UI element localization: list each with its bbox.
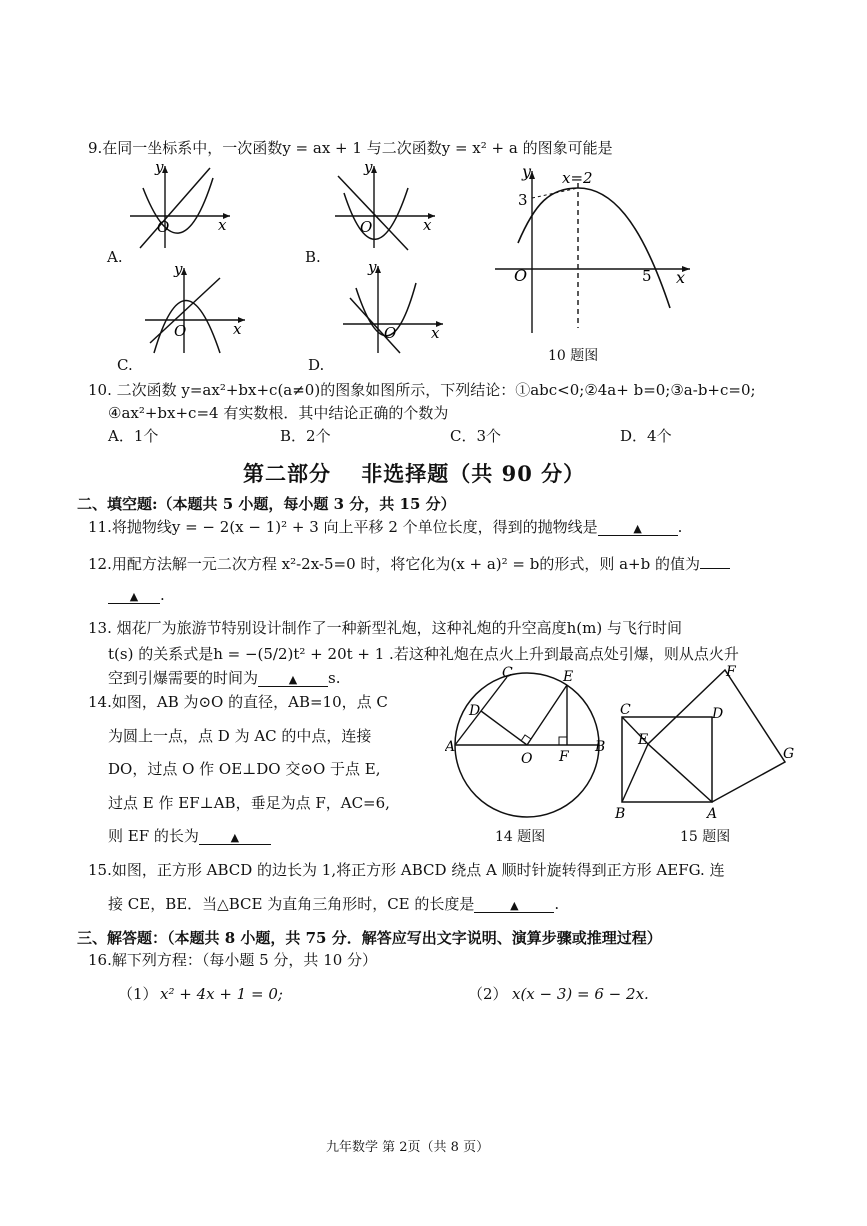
option-b-label: B. — [305, 248, 321, 266]
point-f: F — [726, 664, 736, 680]
option-d-label: D. — [308, 356, 325, 374]
question-12-line2 — [108, 585, 165, 605]
question-13-line3 — [108, 668, 340, 688]
figure-14-caption: 14 题图 — [495, 829, 546, 845]
point-o: O — [521, 751, 533, 767]
point-c: C — [620, 702, 631, 718]
q9-graph-c — [140, 258, 250, 358]
question-11-text: 11.将抛物线y = − 2(x − 1)² + 3 向上平移 2 个单位长度，得到的抛物线是 — [88, 518, 598, 536]
origin-label: O — [384, 324, 397, 342]
vertex-x-label: x=2 — [562, 169, 593, 187]
answer-blank-13[interactable] — [258, 670, 328, 687]
question-13-line1: 13. 烟花厂为旅游节特别设计制作了一种新型礼炮，这种礼炮的升空高度h(m) 与飞行时间 — [88, 619, 682, 637]
x-label: x — [218, 216, 227, 234]
section-3-title: 三、解答题：（本题共 8 小题，共 75 分．解答应写出文字说明、演算步骤或推理过程） — [77, 929, 662, 947]
question-10-line2: ④ax²+bx+c=4 有实数根．其中结论正确的个数为 — [108, 404, 449, 422]
q10-option-b: B．2个 — [280, 427, 331, 445]
origin-label: O — [174, 322, 187, 340]
question-15-text: 接 CE，BE．当△BCE 为直角三角形时，CE 的长度是 — [108, 895, 475, 913]
figure-15 — [610, 662, 800, 822]
question-14-line5 — [108, 826, 271, 846]
y-label: y — [368, 258, 377, 276]
answer-blank-14[interactable] — [199, 828, 271, 845]
q16-sub2-equation: x(x − 3) = 6 − 2x. — [512, 985, 649, 1003]
part2-heading: 第二部分 非选择题（共 90 分） — [243, 461, 586, 486]
figure-15-caption: 15 题图 — [680, 829, 731, 845]
q10-option-d: D．4个 — [620, 427, 672, 445]
x-label: x — [431, 324, 440, 342]
parabola-curve — [518, 188, 670, 308]
point-a: A — [707, 806, 718, 822]
y-value-label: 3 — [518, 191, 528, 209]
point-b: B — [615, 806, 626, 822]
segment-oe — [527, 685, 567, 745]
question-14-text: 则 EF 的长为 — [108, 827, 199, 845]
q16-sub1-equation: x² + 4x + 1 = 0; — [160, 985, 283, 1003]
question-12-text: 12.用配方法解一元二次方程 x²-2x-5=0 时，将它化为(x + a)² = b的形式，则 a+b 的值为 — [88, 555, 700, 573]
q9-graph-a — [125, 158, 235, 253]
x-value-label: 5 — [642, 267, 652, 285]
origin-label: O — [514, 266, 528, 285]
blank-marker: ▲ — [510, 899, 519, 912]
answer-blank-12[interactable] — [108, 587, 160, 604]
q16-sub2-num: （2） — [468, 985, 508, 1003]
q10-option-c: C．3个 — [450, 427, 502, 445]
question-15-line1: 15.如图，正方形 ABCD 的边长为 1,将正方形 ABCD 绕点 A 顺时针旋转得到正方形 AEFG. 连 — [88, 861, 725, 879]
question-9-stem: 9.在同一坐标系中，一次函数y = ax + 1 与二次函数y = x² + a 的图象可能是 — [88, 139, 613, 157]
point-c: C — [502, 665, 513, 681]
blank-marker: ▲ — [129, 590, 139, 603]
point-e: E — [563, 669, 574, 685]
blank-marker: ▲ — [230, 831, 240, 844]
point-f: F — [559, 749, 569, 765]
q9-graph-b — [330, 158, 440, 253]
page-footer: 九年数学 第 2页（共 8 页） — [326, 1140, 490, 1155]
option-c-label: C. — [117, 356, 133, 374]
square-aefg — [648, 670, 785, 802]
question-14-line3: DO，过点 O 作 OE⊥DO 交⊙O 于点 E, — [108, 760, 381, 778]
question-14-line2: 为圆上一点，点 D 为 AC 的中点，连接 — [108, 727, 372, 745]
question-13-line2: t(s) 的关系式是h = −(5/2)t² + 20t + 1 .若这种礼炮在点火上升到最高点处引爆，则从点火升 — [108, 645, 739, 663]
question-11 — [88, 517, 682, 537]
y-label: y — [174, 260, 183, 278]
question-15-end: . — [554, 895, 560, 913]
origin-label: O — [157, 218, 170, 236]
question-16: 16.解下列方程：（每小题 5 分，共 10 分） — [88, 951, 378, 969]
point-a: A — [445, 739, 456, 755]
point-d: D — [469, 703, 481, 719]
option-a-label: A. — [107, 248, 123, 266]
x-label: x — [676, 268, 686, 287]
y-label: y — [155, 158, 164, 176]
parabola — [344, 188, 408, 239]
answer-blank-12-start — [700, 552, 730, 569]
point-b: B — [595, 739, 606, 755]
section-2-title: 二、填空题:（本题共 5 小题，每小题 3 分，共 15 分） — [77, 495, 456, 513]
question-12 — [88, 552, 730, 574]
answer-blank-11[interactable] — [598, 519, 678, 536]
question-12-end: . — [160, 586, 165, 604]
question-13-end: s. — [328, 669, 341, 687]
y-label: y — [364, 158, 373, 176]
line — [140, 168, 210, 248]
question-14-line4: 过点 E 作 EF⊥AB，垂足为点 F，AC=6, — [108, 794, 390, 812]
question-15-line2 — [108, 894, 559, 914]
right-angle-f — [559, 737, 567, 745]
x-label: x — [233, 320, 242, 338]
point-g: G — [783, 746, 795, 762]
question-11-end: . — [677, 518, 683, 536]
blank-marker: ▲ — [633, 522, 642, 535]
figure-10 — [490, 163, 695, 338]
q10-option-a: A．1个 — [108, 427, 159, 445]
y-label: y — [522, 163, 532, 181]
blank-marker: ▲ — [288, 673, 298, 686]
answer-blank-15[interactable] — [474, 896, 554, 913]
point-d: D — [712, 706, 724, 722]
q9-graph-d — [338, 258, 448, 358]
point-e: E — [638, 732, 649, 748]
q16-sub1-num: （1） — [118, 985, 158, 1003]
segment-be — [622, 744, 648, 802]
figure-14 — [445, 665, 615, 825]
question-14-line1: 14.如图，AB 为⊙O 的直径，AB=10，点 C — [88, 693, 388, 711]
origin-label: O — [360, 218, 373, 236]
segment-do — [481, 711, 527, 745]
figure-10-caption: 10 题图 — [548, 348, 599, 364]
question-13-text: 空到引爆需要的时间为 — [108, 669, 259, 687]
question-10-line1: 10. 二次函数 y=ax²+bx+c(a≠0)的图象如图所示，下列结论：①abc<0;②4a+ b=0;③a-b+c=0; — [88, 381, 756, 399]
x-label: x — [423, 216, 432, 234]
